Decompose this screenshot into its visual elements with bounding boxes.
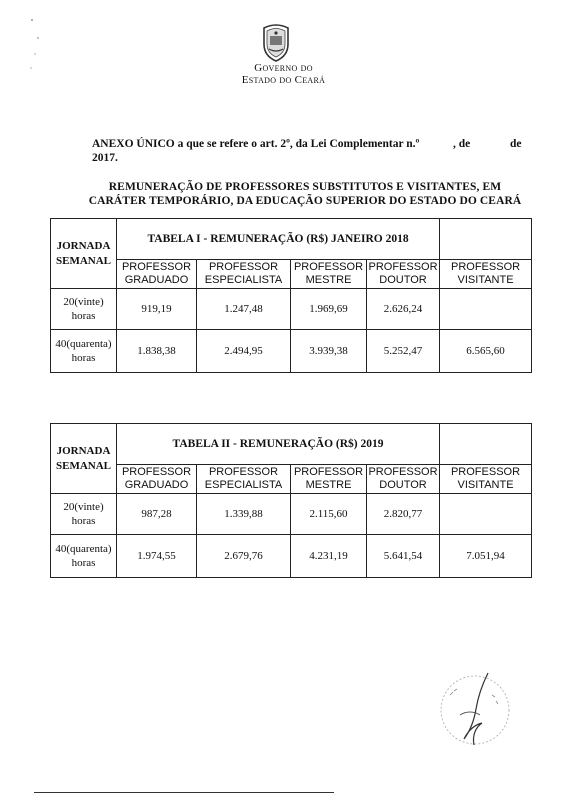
- value-cell: 2.679,76: [197, 535, 291, 578]
- column-header-line: MESTRE: [305, 479, 352, 491]
- column-header-visitante: [440, 260, 532, 289]
- annex-date-day: , de: [453, 138, 471, 150]
- column-header-line: PROFESSOR: [121, 261, 192, 273]
- column-header-especialista: [197, 260, 291, 289]
- column-header-line: PROFESSOR: [121, 466, 192, 478]
- document-heading-line-2: CARÁTER TEMPORÁRIO, DA EDUCAÇÃO SUPERIOR DO ESTADO DO CEARÁ: [88, 195, 522, 207]
- column-header-line: DOUTOR: [379, 479, 427, 491]
- row-label: [51, 330, 117, 373]
- column-header-line: PROFESSOR: [368, 466, 438, 478]
- row-label-line: horas: [71, 310, 96, 322]
- value-cell: 1.339,88: [197, 494, 291, 535]
- row-label: [51, 535, 117, 578]
- jornada-label: JORNADA: [56, 239, 111, 252]
- value-cell: 1.838,38: [117, 330, 197, 373]
- semanal-label: SEMANAL: [55, 254, 111, 267]
- value-cell: 5.252,47: [367, 330, 440, 373]
- column-header-doutor: [367, 260, 440, 289]
- column-header-mestre: [291, 465, 367, 494]
- header-governo: Governo do: [254, 62, 313, 74]
- table-row: [51, 494, 532, 535]
- column-header-line: ESPECIALISTA: [204, 479, 283, 491]
- value-cell: 2.494,95: [197, 330, 291, 373]
- header-line-1: [0, 62, 567, 74]
- annex-paragraph: [92, 137, 532, 165]
- column-header-line: PROFESSOR: [293, 466, 364, 478]
- column-header-graduado: [117, 465, 197, 494]
- column-header-line: PROFESSOR: [450, 466, 521, 478]
- column-header-line: VISITANTE: [457, 479, 514, 491]
- column-header-line: PROFESSOR: [208, 466, 279, 478]
- column-header-line: PROFESSOR: [293, 261, 364, 273]
- table-row: [51, 535, 532, 578]
- row-label: [51, 494, 117, 535]
- table-title: TABELA II - REMUNERAÇÃO (R$) 2019: [117, 424, 440, 465]
- jornada-label: JORNADA: [56, 444, 111, 457]
- row-label-line: 40(quarenta): [55, 338, 112, 350]
- value-cell: 5.641,54: [367, 535, 440, 578]
- semanal-label: SEMANAL: [55, 459, 111, 472]
- column-header-line: PROFESSOR: [451, 261, 521, 273]
- value-cell: 1.974,55: [117, 535, 197, 578]
- column-header-doutor: [367, 465, 440, 494]
- table-row: [51, 289, 532, 330]
- column-header-especialista: [197, 465, 291, 494]
- column-header-graduado: [117, 260, 197, 289]
- annex-text: ANEXO ÚNICO a que se refere o art. 2º, da Lei Complementar n.º: [92, 138, 420, 150]
- column-header-line: ESPECIALISTA: [204, 274, 283, 286]
- row-label-line: 40(quarenta): [55, 543, 112, 555]
- column-header-line: VISITANTE: [457, 274, 514, 286]
- footer-rule: [34, 792, 334, 793]
- value-cell: 3.939,38: [291, 330, 367, 373]
- state-coat-of-arms-icon: [258, 22, 294, 62]
- remuneration-table-2: [50, 423, 532, 578]
- table-row: [51, 330, 532, 373]
- row-label-line: 20(vinte): [63, 501, 104, 513]
- value-cell: 2.115,60: [291, 494, 367, 535]
- value-cell: 7.051,94: [440, 535, 532, 578]
- table-title: TABELA I - REMUNERAÇÃO (R$) JANEIRO 2018: [117, 219, 440, 260]
- jornada-header: [51, 424, 117, 494]
- value-cell: 1.969,69: [291, 289, 367, 330]
- header-line-2: [0, 74, 567, 86]
- column-header-line: PROFESSOR: [368, 261, 438, 273]
- value-cell: 1.247,48: [197, 289, 291, 330]
- column-header-visitante: [440, 465, 532, 494]
- row-label: [51, 289, 117, 330]
- column-header-line: GRADUADO: [124, 479, 189, 491]
- column-header-line: MESTRE: [305, 274, 352, 286]
- value-cell: [440, 494, 532, 535]
- column-header-line: PROFESSOR: [208, 261, 279, 273]
- column-header-line: GRADUADO: [124, 274, 189, 286]
- annex-year: 2017.: [92, 152, 118, 164]
- value-cell: [440, 289, 532, 330]
- empty-cell: [440, 424, 532, 465]
- value-cell: 2.820,77: [367, 494, 440, 535]
- row-label-line: horas: [71, 557, 96, 569]
- handwritten-signature-stamp: [430, 665, 520, 755]
- row-label-line: 20(vinte): [63, 296, 104, 308]
- value-cell: 2.626,24: [367, 289, 440, 330]
- value-cell: 6.565,60: [440, 330, 532, 373]
- jornada-header: [51, 219, 117, 289]
- document-heading-line-1: REMUNERAÇÃO DE PROFESSORES SUBSTITUTOS E VISITANTES, EM: [108, 181, 502, 193]
- empty-cell: [440, 219, 532, 260]
- column-header-mestre: [291, 260, 367, 289]
- annex-date-month: de: [510, 138, 522, 150]
- value-cell: 987,28: [117, 494, 197, 535]
- column-header-line: DOUTOR: [379, 274, 427, 286]
- value-cell: 4.231,19: [291, 535, 367, 578]
- value-cell: 919,19: [117, 289, 197, 330]
- row-label-line: horas: [71, 352, 96, 364]
- row-label-line: horas: [71, 515, 96, 527]
- header-estado: Estado do Ceará: [241, 74, 326, 86]
- remuneration-table-1: [50, 218, 532, 373]
